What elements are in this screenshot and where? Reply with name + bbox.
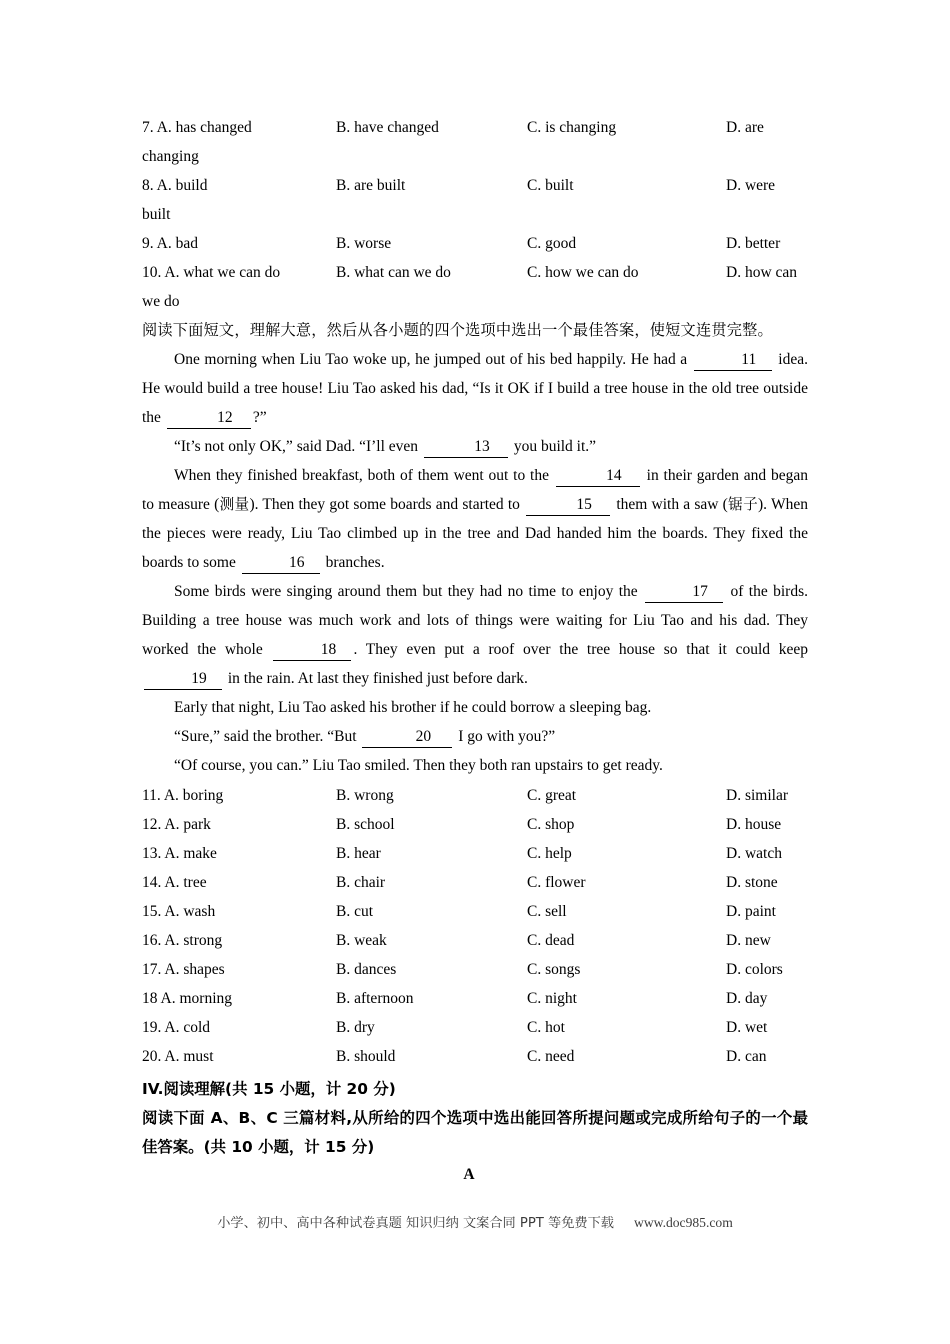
table-row bbox=[142, 1013, 808, 1042]
option-b[interactable]: B. have changed bbox=[336, 119, 439, 136]
option-b[interactable]: B. afternoon bbox=[336, 990, 414, 1007]
part-letter: A bbox=[463, 1166, 475, 1183]
option-a-label: A. what we can do bbox=[164, 264, 281, 281]
passage-text: . They even put a roof over the tree house so that it could keep bbox=[353, 641, 808, 658]
option-wrap-text: we do bbox=[142, 293, 180, 310]
option-a[interactable] bbox=[142, 926, 222, 955]
option-c[interactable]: C. help bbox=[527, 845, 572, 862]
question-number: 10. bbox=[142, 264, 162, 281]
question-number: 18 bbox=[142, 990, 158, 1007]
footer-text: 小学、初中、高中各种试卷真题 知识归纳 文案合同 PPT 等免费下载 bbox=[217, 1216, 614, 1231]
footer-watermark bbox=[0, 1212, 950, 1231]
option-a[interactable] bbox=[142, 258, 280, 287]
passage-text: One morning when Liu Tao woke up, he jumped out of his bed happily. He had a bbox=[174, 351, 692, 368]
option-b[interactable]: B. school bbox=[336, 816, 395, 833]
table-row bbox=[142, 781, 808, 810]
passage-text: idea. He would build a tree house! Liu Tao asked his dad, “Is it OK if I build a tree house in the old tree outside the bbox=[142, 351, 808, 426]
blank-20[interactable]: 20 bbox=[362, 727, 452, 748]
passage-text: ). Then they got some boards and started to bbox=[249, 496, 525, 513]
question-number: 9. bbox=[142, 235, 154, 252]
passage-text: you build it.” bbox=[509, 438, 597, 455]
table-row bbox=[142, 113, 808, 142]
table-row bbox=[142, 839, 808, 868]
blank-13[interactable]: 13 bbox=[424, 437, 508, 458]
passage-text: When they finished breakfast, both of them went out to the bbox=[174, 467, 554, 484]
passage-paragraph-3 bbox=[142, 461, 808, 577]
option-a[interactable] bbox=[142, 897, 215, 926]
blank-16[interactable]: 16 bbox=[242, 553, 320, 574]
option-a-label: A. shapes bbox=[164, 961, 225, 978]
option-c[interactable]: C. how we can do bbox=[527, 264, 639, 281]
option-c[interactable]: C. good bbox=[527, 235, 577, 252]
option-d[interactable]: D. similar bbox=[726, 787, 788, 804]
option-a[interactable] bbox=[142, 984, 232, 1013]
option-a[interactable] bbox=[142, 810, 211, 839]
option-a[interactable] bbox=[142, 171, 207, 200]
passage-text: branches. bbox=[321, 554, 385, 571]
page-content bbox=[142, 113, 808, 1188]
gloss-cjk: 锯子 bbox=[727, 496, 759, 513]
option-a-label: A. bad bbox=[156, 235, 198, 252]
option-d[interactable]: D. how can bbox=[726, 264, 798, 281]
passage-text: them with a saw ( bbox=[612, 496, 728, 513]
gloss-cjk: 测量 bbox=[219, 496, 250, 513]
option-a-label: A. morning bbox=[160, 990, 232, 1007]
passage-text: of the birds. Building a tree house was much work and lots of things were waiting for Liu Tao and his dad. They worked the whole bbox=[142, 583, 808, 658]
cloze-instruction: 阅读下面短文，理解大意，然后从各小题的四个选项中选出一个最佳答案，使短文连贯完整。 bbox=[142, 321, 773, 339]
option-d[interactable]: D. colors bbox=[726, 961, 783, 978]
option-c[interactable]: C. dead bbox=[527, 932, 575, 949]
passage-paragraph-4 bbox=[142, 577, 808, 693]
passage-text: in the rain. At last they finished just before dark. bbox=[224, 670, 528, 687]
question-number: 20. bbox=[142, 1048, 162, 1065]
passage-text: in their garden and began to measure ( bbox=[142, 467, 808, 513]
option-a-label: A. cold bbox=[164, 1019, 211, 1036]
blank-15[interactable]: 15 bbox=[526, 495, 610, 516]
footer-url[interactable]: www.doc985.com bbox=[634, 1215, 733, 1230]
option-b[interactable]: B. cut bbox=[336, 903, 374, 920]
passage-paragraph-7: “Of course, you can.” Liu Tao smiled. Then they both ran upstairs to get ready. bbox=[174, 757, 663, 774]
option-c[interactable]: C. need bbox=[527, 1048, 575, 1065]
option-a[interactable] bbox=[142, 113, 252, 142]
question-number: 17. bbox=[142, 961, 162, 978]
option-d[interactable]: D. are bbox=[726, 119, 764, 136]
passage-text: “Sure,” said the brother. “But bbox=[174, 728, 361, 745]
option-d[interactable]: D. new bbox=[726, 932, 771, 949]
table-row bbox=[142, 171, 808, 200]
passage-paragraph-1 bbox=[142, 345, 808, 432]
option-c[interactable]: C. sell bbox=[527, 903, 567, 920]
option-d[interactable]: D. better bbox=[726, 235, 781, 252]
blank-17[interactable]: 17 bbox=[645, 582, 723, 603]
option-wrap-text: built bbox=[142, 206, 171, 223]
question-number: 19. bbox=[142, 1019, 162, 1036]
option-b[interactable]: B. should bbox=[336, 1048, 396, 1065]
option-d[interactable]: D. day bbox=[726, 990, 768, 1007]
option-b[interactable]: B. dry bbox=[336, 1019, 375, 1036]
question-number: 7. bbox=[142, 119, 154, 136]
option-b[interactable]: B. chair bbox=[336, 874, 386, 891]
option-a[interactable] bbox=[142, 1013, 210, 1042]
table-row bbox=[142, 984, 808, 1013]
option-d[interactable]: D. can bbox=[726, 1048, 767, 1065]
passage-text: ). When the pieces were ready, Liu Tao climbed up in the tree and Dad handed him the boards. They fixed the boards to some bbox=[142, 496, 808, 571]
option-a-label: A. tree bbox=[164, 874, 207, 891]
question-number: 16. bbox=[142, 932, 162, 949]
option-a-label: A. wash bbox=[164, 903, 216, 920]
option-a[interactable] bbox=[142, 868, 207, 897]
passage-text: I go with you?” bbox=[454, 728, 556, 745]
option-c[interactable]: C. is changing bbox=[527, 119, 617, 136]
option-d[interactable]: D. stone bbox=[726, 874, 778, 891]
option-c[interactable]: C. great bbox=[527, 787, 577, 804]
option-c[interactable]: C. hot bbox=[527, 1019, 565, 1036]
option-c[interactable]: C. flower bbox=[527, 874, 586, 891]
option-c[interactable]: C. built bbox=[527, 177, 574, 194]
table-row bbox=[142, 229, 808, 258]
option-a[interactable] bbox=[142, 229, 198, 258]
blank-12[interactable]: 12 bbox=[167, 408, 251, 429]
option-a[interactable] bbox=[142, 1042, 214, 1071]
option-a[interactable] bbox=[142, 781, 223, 810]
option-a-label: A. build bbox=[156, 177, 208, 194]
question-number: 14. bbox=[142, 874, 162, 891]
section-subheading: 阅读下面 A、B、C 三篇材料,从所给的四个选项中选出能回答所提问题或完成所给句子的一个最佳答案。(共 10 小题，计 15 分) bbox=[142, 1109, 808, 1156]
blank-18[interactable]: 18 bbox=[273, 640, 351, 661]
table-row bbox=[142, 897, 808, 926]
question-list-cloze bbox=[142, 781, 808, 1071]
option-a-label: A. strong bbox=[164, 932, 223, 949]
passage-text: Some birds were singing around them but they had no time to enjoy the bbox=[174, 583, 644, 600]
section-heading: IV.阅读理解(共 15 小题，计 20 分) bbox=[142, 1080, 396, 1098]
question-number: 11. bbox=[142, 787, 161, 804]
table-row bbox=[142, 955, 808, 984]
table-row bbox=[142, 810, 808, 839]
question-list-top bbox=[142, 113, 808, 316]
option-d[interactable]: D. house bbox=[726, 816, 782, 833]
question-number: 15. bbox=[142, 903, 162, 920]
option-a[interactable] bbox=[142, 955, 225, 984]
table-row bbox=[142, 258, 808, 287]
option-d[interactable]: D. wet bbox=[726, 1019, 768, 1036]
option-b[interactable]: B. what can we do bbox=[336, 264, 451, 281]
passage-text: ?” bbox=[252, 409, 267, 426]
option-b[interactable]: B. weak bbox=[336, 932, 387, 949]
question-number: 8. bbox=[142, 177, 154, 194]
question-number: 12. bbox=[142, 816, 162, 833]
option-wrap-text: changing bbox=[142, 148, 199, 165]
passage-paragraph-5: Early that night, Liu Tao asked his brother if he could borrow a sleeping bag. bbox=[174, 699, 652, 716]
option-a-label: A. boring bbox=[163, 787, 224, 804]
option-a[interactable] bbox=[142, 839, 217, 868]
option-b[interactable]: B. wrong bbox=[336, 787, 394, 804]
option-a-label: A. make bbox=[164, 845, 217, 862]
option-b[interactable]: B. are built bbox=[336, 177, 406, 194]
option-b[interactable]: B. dances bbox=[336, 961, 397, 978]
option-d[interactable]: D. paint bbox=[726, 903, 776, 920]
option-c[interactable]: C. songs bbox=[527, 961, 581, 978]
question-number: 13. bbox=[142, 845, 162, 862]
table-row bbox=[142, 926, 808, 955]
passage-paragraph-6 bbox=[142, 722, 808, 751]
table-row bbox=[142, 868, 808, 897]
blank-19[interactable]: 19 bbox=[144, 669, 222, 690]
blank-14[interactable]: 14 bbox=[556, 466, 640, 487]
option-c[interactable]: C. shop bbox=[527, 816, 575, 833]
blank-11[interactable]: 11 bbox=[694, 350, 772, 371]
option-d[interactable]: D. watch bbox=[726, 845, 782, 862]
passage-text: “It’s not only OK,” said Dad. “I’ll even bbox=[174, 438, 422, 455]
option-b[interactable]: B. worse bbox=[336, 235, 392, 252]
option-a-label: A. has changed bbox=[156, 119, 252, 136]
option-a-label: A. must bbox=[164, 1048, 214, 1065]
cloze-passage bbox=[142, 345, 808, 780]
option-b[interactable]: B. hear bbox=[336, 845, 381, 862]
option-d[interactable]: D. were bbox=[726, 177, 776, 194]
option-a-label: A. park bbox=[164, 816, 211, 833]
option-c[interactable]: C. night bbox=[527, 990, 577, 1007]
table-row bbox=[142, 1042, 808, 1071]
passage-paragraph-2 bbox=[142, 432, 808, 461]
